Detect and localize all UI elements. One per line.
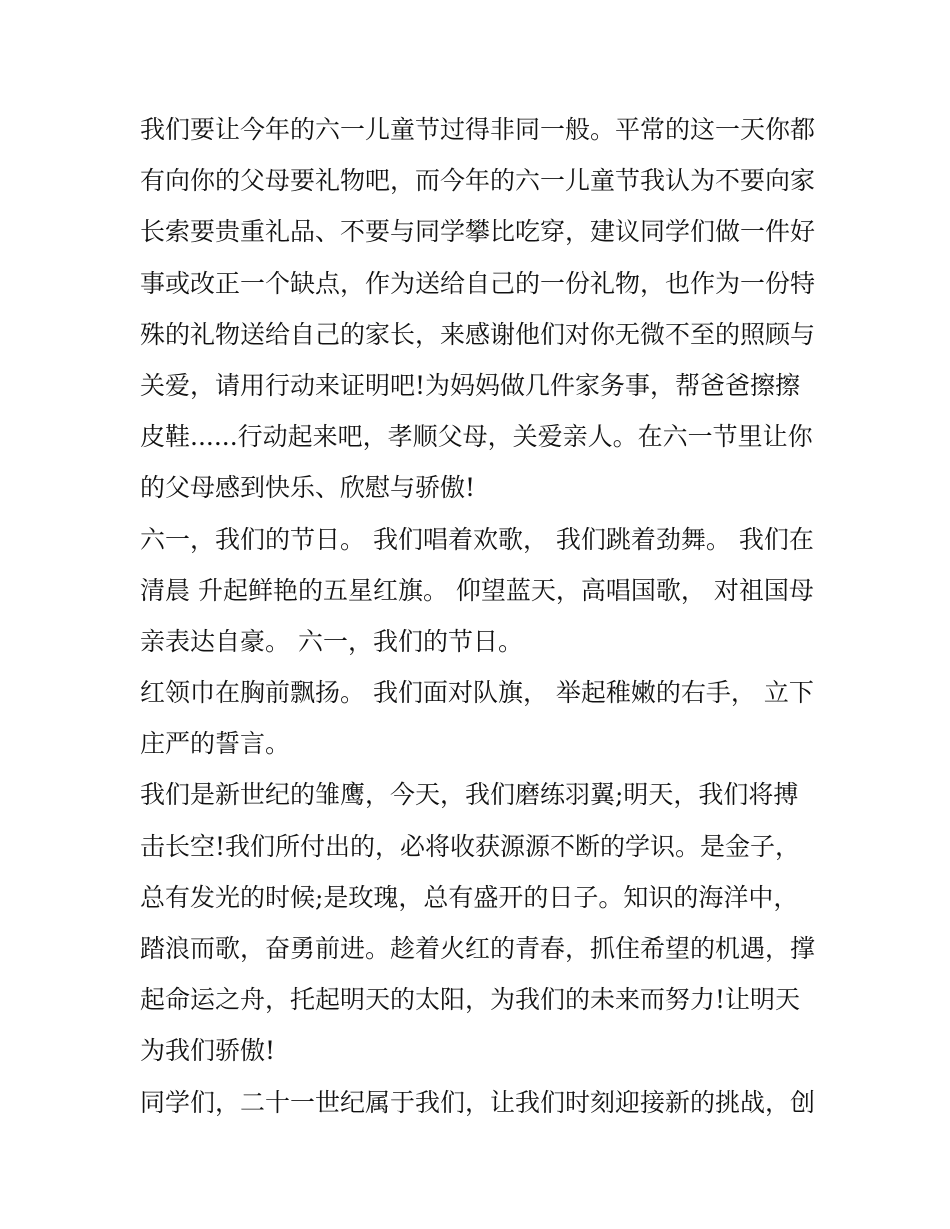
text-line: 关爱，请用行动来证明吧!为妈妈做几件家务事，帮爸爸擦擦: [140, 370, 801, 400]
text-line: 同学们，二十一世纪属于我们，让我们时刻迎接新的挑战，创: [140, 1087, 816, 1117]
text-line: 我们是新世纪的雏鹰，今天，我们磨练羽翼;明天，我们将搏: [140, 780, 799, 810]
text-line: 殊的礼物送给自己的家长，来感谢他们对你无微不至的照顾与: [140, 319, 816, 349]
text-line: 六一，我们的节日。 我们唱着欢歌， 我们跳着劲舞。 我们在: [140, 524, 814, 554]
text-line: 有向你的父母要礼物吧，而今年的六一儿童节我认为不要向家: [140, 166, 816, 196]
text-line: 为我们骄傲!: [140, 1036, 276, 1066]
text-line: 踏浪而歌，奋勇前进。趁着火红的青春，抓住希望的机遇，撑: [140, 934, 816, 963]
text-line: 事或改正一个缺点，作为送给自己的一份礼物，也作为一份特: [140, 268, 816, 298]
text-line: 皮鞋......行动起来吧，孝顺父母，关爱亲人。在六一节里让你: [140, 422, 813, 452]
text-line: 庄严的誓言。: [140, 729, 291, 759]
text-line: 击长空!我们所付出的，必将收获源源不断的学识。是金子，: [140, 831, 801, 861]
text-line: 亲表达自豪。 六一，我们的节日。: [140, 626, 523, 656]
text-line: 总有发光的时候;是玫瑰，总有盛开的日子。知识的海洋中，: [140, 882, 799, 912]
text-line: 红领巾在胸前飘扬。 我们面对队旗， 举起稚嫩的右手， 立下: [140, 678, 814, 708]
text-line: 清晨 升起鲜艳的五星红旗。 仰望蓝天，高唱国歌， 对祖国母: [140, 575, 814, 605]
text-line: 我们要让今年的六一儿童节过得非同一般。平常的这一天你都: [140, 115, 816, 144]
document-body: [140, 104, 820, 1128]
text-line: 长索要贵重礼品、不要与同学攀比吃穿，建议同学们做一件好: [140, 217, 816, 247]
text-line: 起命运之舟，托起明天的太阳，为我们的未来而努力!让明天: [140, 985, 801, 1015]
text-line: 的父母感到快乐、欣慰与骄傲!: [140, 473, 476, 503]
